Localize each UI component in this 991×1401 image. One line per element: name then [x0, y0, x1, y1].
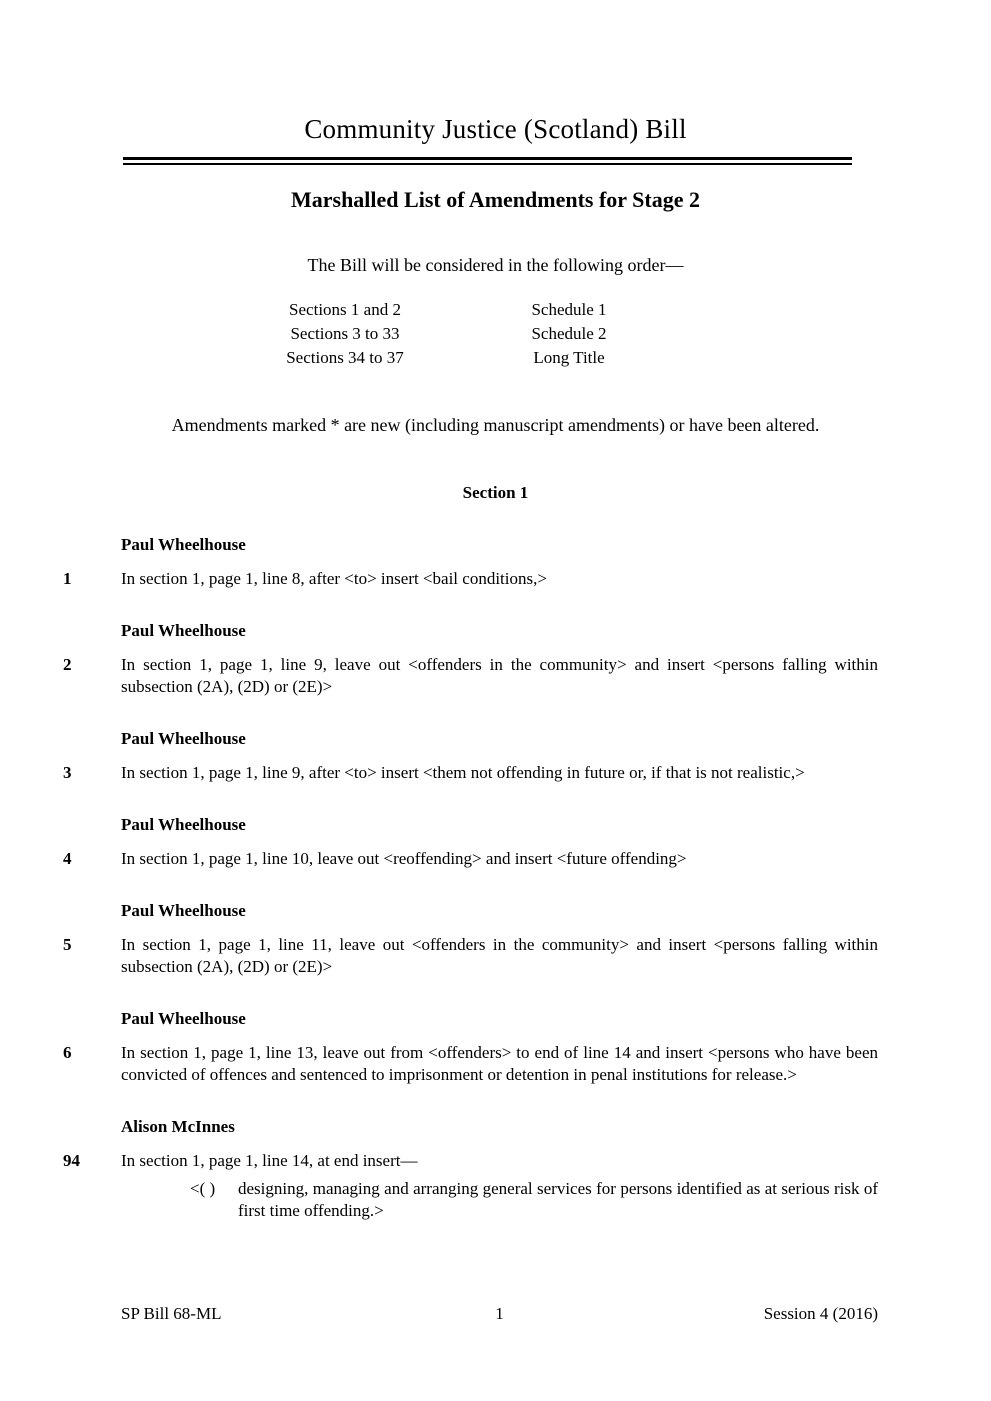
amendment-sponsor: Paul Wheelhouse: [121, 729, 246, 748]
amendment-sponsor: Alison McInnes: [121, 1117, 235, 1136]
footer-page-number: 1: [495, 1304, 504, 1323]
amendment-number: 3: [63, 763, 72, 782]
page-footer: [121, 1303, 878, 1325]
section-heading: Section 1: [462, 483, 529, 502]
amendment-item: [0, 1042, 878, 1086]
document-title: Community Justice (Scotland) Bill: [304, 114, 687, 144]
amendment-number: 94: [63, 1151, 80, 1170]
subparagraph-marker: <( ): [190, 1179, 216, 1198]
amendment-sponsor: Paul Wheelhouse: [121, 1009, 246, 1028]
amendment-text: In section 1, page 1, line 9, after <to> insert <them not offending in future or, if that is not realistic,>: [121, 763, 805, 782]
document-heading: Marshalled List of Amendments for Stage 2: [290, 187, 701, 212]
amendment-sponsor: Paul Wheelhouse: [121, 815, 246, 834]
amendment-sponsor: Paul Wheelhouse: [121, 621, 246, 640]
amendment-item: [0, 654, 878, 698]
amendment-number: 6: [63, 1043, 72, 1062]
consideration-order-table: [260, 298, 991, 370]
amendment-number: 1: [63, 569, 72, 588]
amendment-sponsor: Paul Wheelhouse: [121, 535, 246, 554]
order-item: Schedule 2: [531, 324, 607, 343]
amendment-sponsor: Paul Wheelhouse: [121, 901, 246, 920]
order-item: Sections 1 and 2: [289, 300, 401, 319]
order-item: Sections 34 to 37: [286, 348, 404, 367]
amendment-text: In section 1, page 1, line 11, leave out <offenders in the community> and insert <persons falling within subsection (2A), (2D) or (2E)>: [121, 935, 878, 976]
amendment-number: 2: [63, 655, 72, 674]
order-column-sections: [260, 298, 430, 370]
order-item: Schedule 1: [531, 300, 607, 319]
amendment-item: [0, 762, 878, 784]
order-column-schedules: [484, 298, 654, 370]
amendment-item: [0, 934, 878, 978]
amendment-item: [0, 568, 878, 590]
consideration-order-intro: The Bill will be considered in the following order—: [307, 255, 684, 275]
title-rule: [123, 157, 852, 165]
footer-session: Session 4 (2016): [763, 1304, 878, 1323]
order-item: Sections 3 to 33: [290, 324, 400, 343]
amendment-text: In section 1, page 1, line 14, at end insert—: [121, 1151, 418, 1170]
footer-bill-reference: SP Bill 68-ML: [121, 1304, 222, 1323]
amendment-subparagraph: [190, 1178, 878, 1222]
amendments-note: Amendments marked * are new (including manuscript amendments) or have been altered.: [171, 415, 820, 435]
amendment-number: 5: [63, 935, 72, 954]
amendment-text: In section 1, page 1, line 9, leave out <offenders in the community> and insert <persons falling within subsection (2A), (2D) or (2E)>: [121, 655, 878, 696]
amendment-text: In section 1, page 1, line 13, leave out from <offenders> to end of line 14 and insert <persons who have been convicted of offences and sentenced to imprisonment or detention in penal institutions for release.>: [121, 1043, 878, 1084]
amendment-number: 4: [63, 849, 72, 868]
order-item: Long Title: [533, 348, 605, 367]
amendment-text: In section 1, page 1, line 8, after <to> insert <bail conditions,>: [121, 569, 547, 588]
amendment-item: [0, 1150, 878, 1222]
amendment-text: In section 1, page 1, line 10, leave out <reoffending> and insert <future offending>: [121, 849, 687, 868]
amendment-item: [0, 848, 878, 870]
subparagraph-text: designing, managing and arranging general services for persons identified as at serious risk of first time offending.>: [238, 1179, 878, 1220]
